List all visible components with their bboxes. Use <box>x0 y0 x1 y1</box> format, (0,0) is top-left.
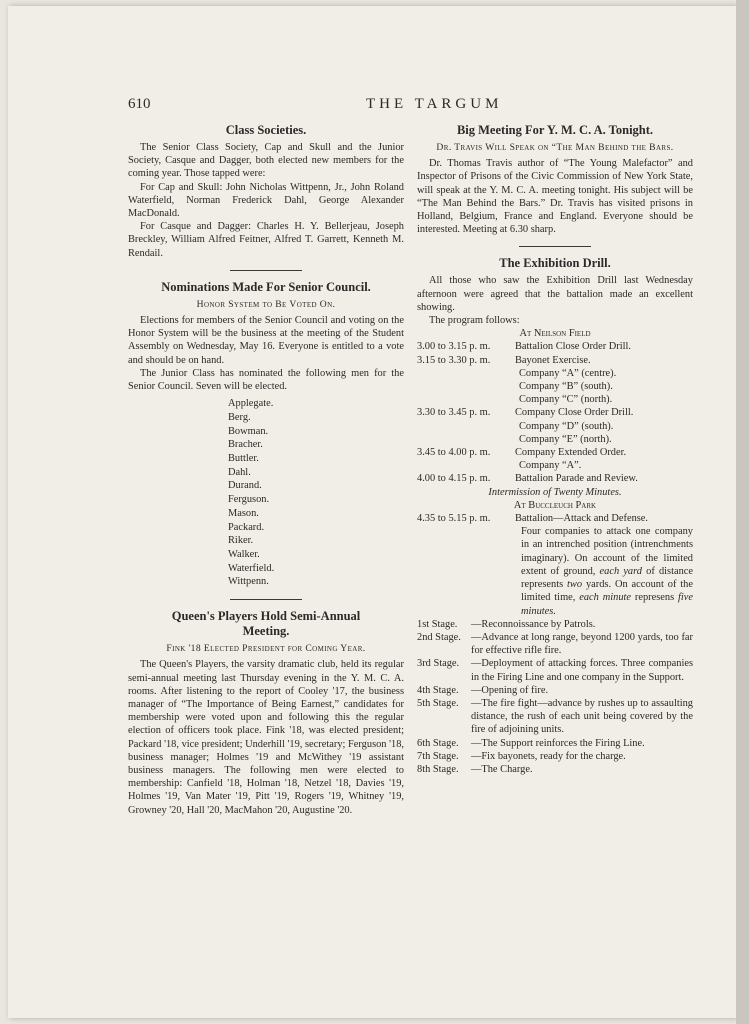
program-time: 3.00 to 3.15 p. m. <box>417 341 491 353</box>
list-item: Wittpenn. <box>228 576 269 588</box>
list-item: Ferguson. <box>228 494 270 506</box>
program-row <box>417 340 693 353</box>
stage-label: 5th Stage. <box>417 697 459 709</box>
stage-text: —The Charge. <box>471 763 533 775</box>
right-column <box>417 123 693 776</box>
location-heading: At Buccleuch Park <box>513 499 597 511</box>
detail-emphasis: each minute <box>579 592 632 604</box>
stage-row <box>417 657 693 683</box>
stage-label: 7th Stage. <box>417 750 459 762</box>
program-time: 4.35 to 5.15 p. m. <box>417 513 491 525</box>
location-heading: At Neilson Field <box>519 328 591 340</box>
stage-row <box>417 697 693 737</box>
list-item: Bracher. <box>228 439 263 451</box>
paragraph: The Junior Class has nominated the following men for the Senior Council. Seven will be elected. <box>128 367 404 393</box>
detail-text: Four companies to attack one company in an intrenched position (intrenchments imaginary). On account of the limited extent of ground, <box>521 526 693 577</box>
stage-text: —Deployment of attacking forces. Three companies in the Firing Line and one company in the Support. <box>471 658 693 683</box>
detail-emphasis: two <box>567 579 583 591</box>
paragraph: For Cap and Skull: John Nicholas Wittpenn, Jr., John Roland Waterfield, Norman Frederick Dahl, George Alexander MacDonald. <box>128 181 404 220</box>
stage-label: 8th Stage. <box>417 763 459 775</box>
article-title: Nominations Made For Senior Council. <box>161 279 371 294</box>
detail-emphasis: five minutes. <box>521 592 693 617</box>
paragraph: Dr. Thomas Travis author of “The Young Malefactor” and Inspector of Prisons of the Civic Commission of New York State, will speak at the Y. M. C. A. meeting tonight. His subject will be “The Man Behind the Bars.” Dr. Travis has visited prisons in Holland, Belgium, France and England. Everyone should be interested. Meeting at 6.30 sharp. <box>417 158 693 236</box>
article-title: Big Meeting For Y. M. C. A. Tonight. <box>456 123 654 137</box>
article-queens-players <box>128 609 404 817</box>
program-event: Battalion—Attack and Defense. <box>515 513 649 525</box>
stage-text: —The Support reinforces the Firing Line. <box>471 737 645 749</box>
section-divider <box>230 270 302 271</box>
stage-text: —Fix bayonets, ready for the charge. <box>471 750 626 762</box>
detail-text: of distance represents <box>521 565 693 591</box>
stage-label: 1st Stage. <box>417 618 458 630</box>
paragraph: All those who saw the Exhibition Drill last Wednesday afternoon were agreed that the battalion made an excellent showing. <box>417 275 693 313</box>
list-item: Packard. <box>228 521 265 533</box>
program-event: Company Close Order Drill. <box>515 407 634 419</box>
program-subitem: Company “B” (south). <box>519 381 613 393</box>
intermission-note <box>417 486 693 499</box>
article-ymca <box>417 123 693 236</box>
paragraph: The Senior Class Society, Cap and Skull and the Junior Society, Casque and Dagger, both elected new members for the coming year. Those tapped were: <box>128 142 404 180</box>
stage-text: —Opening of fire. <box>471 684 549 696</box>
program-subitem: Company “A”. <box>519 460 582 472</box>
stage-text: —Advance at long range, beyond 1200 yards, too far for effective rifle fire. <box>471 631 693 657</box>
section-divider <box>519 246 591 247</box>
program-row <box>417 354 693 367</box>
program-time: 3.15 to 3.30 p. m. <box>417 354 491 366</box>
list-item: Bowman. <box>228 425 269 437</box>
program-row <box>417 406 693 419</box>
article-nominations <box>128 280 404 589</box>
intermission-text: Intermission of Twenty Minutes. <box>488 486 622 498</box>
article-title: Class Societies. <box>225 123 307 137</box>
paragraph: The Queen's Players, the varsity dramatic club, held its regular semi-annual meeting last Thursday evening in the Y. M. C. A. rooms. After listening to the report of Cooley '17, the business manager of “The Importance of Being Earnest,” candidates for membership were voted upon and following this the regular election of officers took place. Fink '18, was elected president; Packard '18, vice president; Underhill '19, secretary; Ferguson '18, business manager; Holmes '19 and McWithey '19 assistant business managers. The following men were elected to membership: Canfield '18, Holman '18, Netzel '18, Davies '19, Holmes '19, Van Mater '19, Pitt '19, Rogers '19, Whitney '19, Growney '20, Hall '20, MacMahon '20, Augustine '20. <box>128 659 404 816</box>
program-event: Bayonet Exercise. <box>515 354 591 366</box>
list-item: Dahl. <box>228 466 251 478</box>
article-title: The Exhibition Drill. <box>499 256 611 271</box>
list-item: Walker. <box>228 548 260 560</box>
stage-label: 2nd Stage. <box>417 631 461 643</box>
detail-text: yards. On account of the limited time, <box>521 579 693 604</box>
list-item: Riker. <box>228 535 254 547</box>
article-title: Queen's Players Hold Semi-Annual <box>171 609 361 624</box>
stage-label: 3rd Stage. <box>417 658 460 670</box>
stage-row <box>417 684 693 697</box>
stage-row <box>417 763 693 776</box>
left-column <box>128 123 404 817</box>
page-number: 610 <box>128 96 151 112</box>
nominee-list <box>228 397 404 589</box>
list-item: Berg. <box>228 411 251 423</box>
program-time: 4.00 to 4.15 p. m. <box>417 473 491 485</box>
list-item: Waterfield. <box>228 562 275 574</box>
publication-title: THE TARGUM <box>366 96 503 112</box>
program-subitem: Company “A” (centre). <box>519 367 617 379</box>
stage-row <box>417 618 693 631</box>
program-time: 3.45 to 4.00 p. m. <box>417 447 491 459</box>
stage-text: —Reconnoissance by Patrols. <box>471 618 596 630</box>
paragraph: The program follows: <box>429 315 520 327</box>
list-item: Durand. <box>228 480 262 492</box>
program-event: Battalion Parade and Review. <box>515 473 638 485</box>
article-subtitle: Fink '18 Elected President for Coming Year. <box>166 643 366 655</box>
detail-emphasis: each yard <box>599 565 642 577</box>
paragraph: Elections for members of the Senior Council and voting on the Honor System will be the business at the meeting of the Student Assembly on Wednesday, May 16. Everyone is entitled to a vote and should be on hand. <box>128 315 404 366</box>
list-item: Applegate. <box>228 398 274 410</box>
section-divider <box>230 599 302 600</box>
stage-row <box>417 737 693 750</box>
program-row <box>417 472 693 485</box>
stage-label: 6th Stage. <box>417 737 459 749</box>
program-event: Company Extended Order. <box>515 447 627 459</box>
program-subitem: Company “E” (north). <box>519 433 612 445</box>
page-edge <box>736 0 749 1024</box>
program-event: Battalion Close Order Drill. <box>515 341 632 353</box>
article-class-societies <box>128 123 404 260</box>
stage-row <box>417 631 693 657</box>
program-subitem: Company “C” (north). <box>519 394 613 406</box>
detail-text: represens <box>634 592 675 604</box>
article-title-continued: Meeting. <box>242 624 290 639</box>
program-row <box>417 446 693 459</box>
program-row <box>417 512 693 525</box>
article-subtitle: Dr. Travis Will Speak on “The Man Behind the Bars. <box>436 142 674 153</box>
article-subtitle: Honor System to Be Voted On. <box>196 298 336 310</box>
program-detail <box>521 525 693 617</box>
stage-label: 4th Stage. <box>417 684 459 696</box>
article-exhibition-drill <box>417 256 693 776</box>
stage-row <box>417 750 693 763</box>
stage-text: —The fire fight—advance by rushes up to assaulting distance, the rush of each unit being covered by the fire of adjoining units. <box>471 697 693 736</box>
paragraph: For Casque and Dagger: Charles H. Y. Bellerjeau, Joseph Breckley, William Alfred Feitner, Alfred T. Garrett, Kenneth M. Rendail. <box>128 221 404 259</box>
program-subitem: Company “D” (south). <box>519 420 614 432</box>
running-header <box>0 96 749 118</box>
list-item: Mason. <box>228 507 259 519</box>
program-time: 3.30 to 3.45 p. m. <box>417 407 491 419</box>
list-item: Buttler. <box>228 453 259 465</box>
